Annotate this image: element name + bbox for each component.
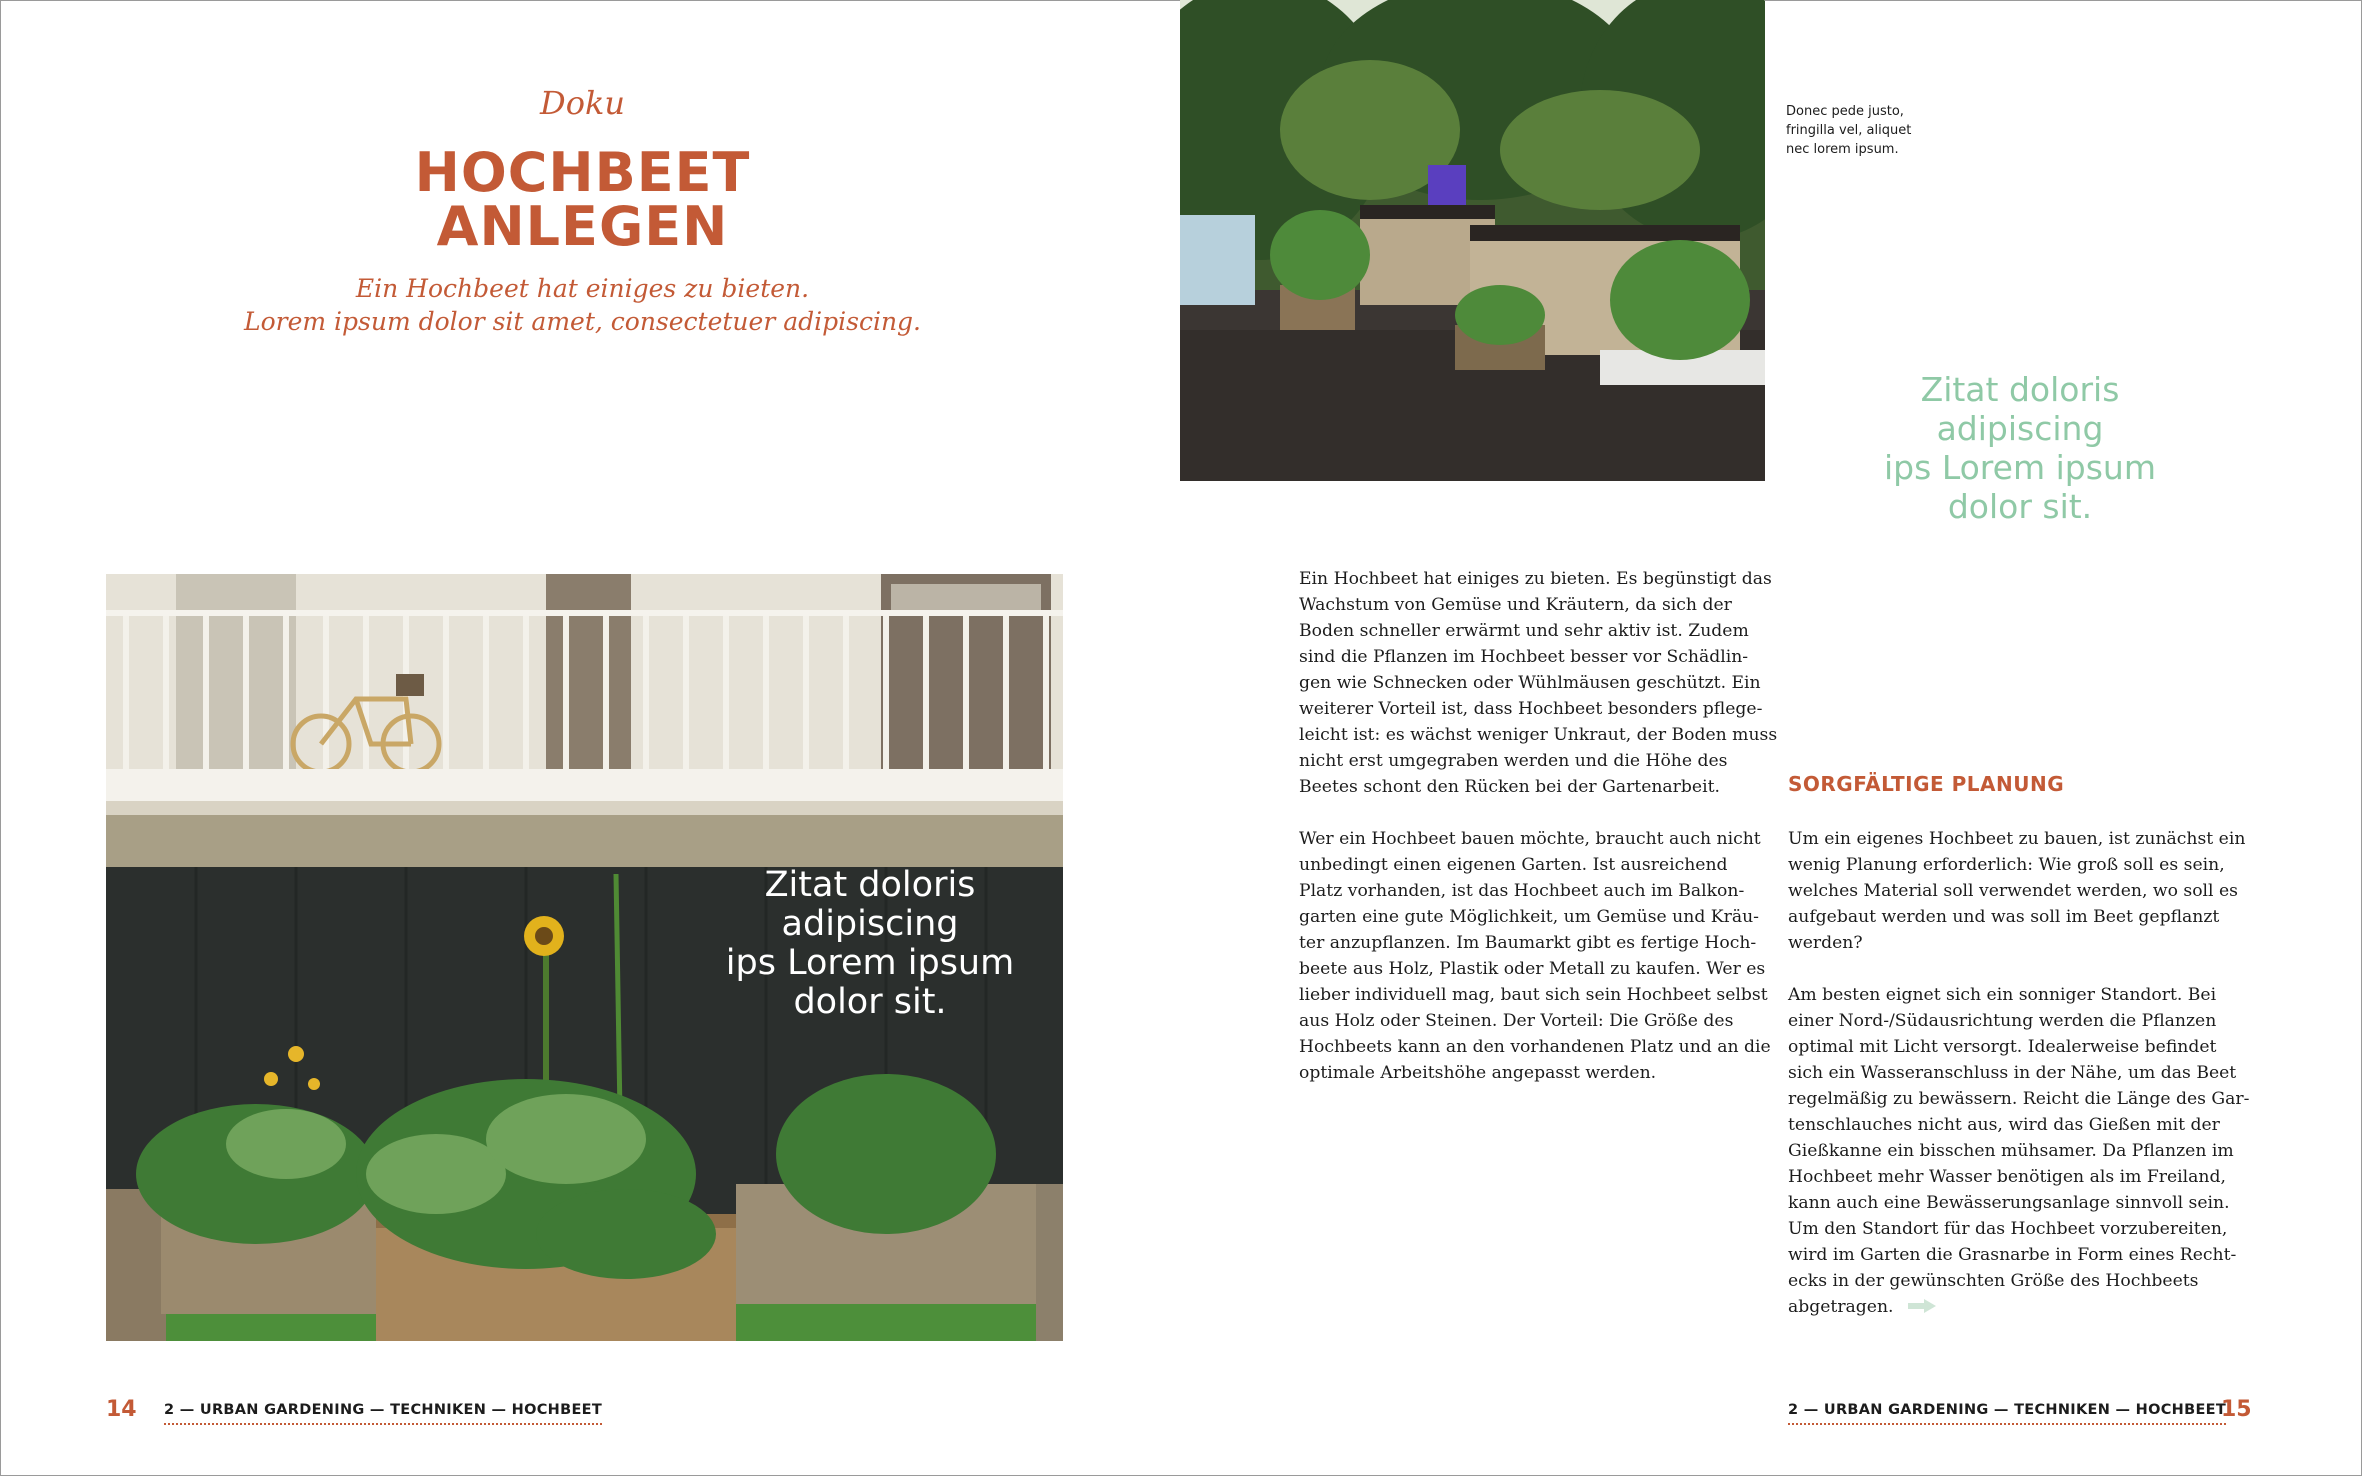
text-line: Platz vorhanden, ist das Hochbeet auch im Balkon- bbox=[1299, 881, 1745, 901]
text-line: optimal mit Licht versorgt. Idealerweise befindet bbox=[1788, 1037, 2217, 1057]
page-number-left: 14 bbox=[106, 1397, 137, 1422]
pull-quote bbox=[1862, 370, 2178, 526]
text-line: optimale Arbeitshöhe angepasst werden. bbox=[1299, 1063, 1657, 1083]
pull-quote-line: adipiscing bbox=[1936, 409, 2104, 448]
text-line: garten eine gute Möglichkeit, um Gemüse und Kräu- bbox=[1299, 907, 1759, 927]
photo-quote-line: ips Lorem ipsum bbox=[725, 943, 1015, 983]
text-line: Wer ein Hochbeet bauen möchte, braucht auch nicht bbox=[1299, 829, 1761, 849]
text-line: aus Holz oder Steinen. Der Vorteil: Die Größe des bbox=[1299, 1011, 1734, 1031]
text-line: sich ein Wasseranschluss in der Nähe, um das Beet bbox=[1788, 1063, 2237, 1083]
text-line: beete aus Holz, Plastik oder Metall zu kaufen. Wer es bbox=[1299, 959, 1766, 979]
text-line: Am besten eignet sich ein sonniger Standort. Bei bbox=[1788, 985, 2217, 1005]
text-line: Wachstum von Gemüse und Kräutern, da sich der bbox=[1299, 595, 1732, 615]
text-line: Ein Hochbeet hat einiges zu bieten. Es begünstigt das bbox=[1299, 569, 1772, 589]
continue-arrow-icon bbox=[1908, 1295, 1936, 1321]
text-line: tenschlauches nicht aus, wird das Gießen mit der bbox=[1788, 1115, 2220, 1135]
text-line: gen wie Schnecken oder Wühlmäusen geschützt. Ein bbox=[1299, 673, 1761, 693]
paragraph bbox=[1788, 826, 2258, 956]
pull-quote-line: Zitat doloris bbox=[1920, 370, 2120, 409]
body-column-2 bbox=[1788, 826, 2258, 1347]
paragraph bbox=[1299, 826, 1769, 1086]
text-line: wenig Planung erforderlich: Wie groß soll es sein, bbox=[1788, 855, 2225, 875]
text-line: ter anzupflanzen. Im Baumarkt gibt es fertige Hoch- bbox=[1299, 933, 1757, 953]
pull-quote-line: ips Lorem ipsum bbox=[1884, 448, 2156, 487]
photo-quote bbox=[690, 866, 1050, 1022]
text-line: Gießkanne ein bisschen mühsamer. Da Pflanzen im bbox=[1788, 1141, 2234, 1161]
text-line: unbedingt einen eigenen Garten. Ist ausreichend bbox=[1299, 855, 1728, 875]
intro-text bbox=[0, 272, 1165, 338]
text-line: Um den Standort für das Hochbeet vorzubereiten, bbox=[1788, 1219, 2228, 1239]
paragraph bbox=[1299, 566, 1778, 800]
text-line: welches Material soll verwendet werden, wo soll es bbox=[1788, 881, 2239, 901]
text-line: einer Nord-/Südausrichtung werden die Pflanzen bbox=[1788, 1011, 2217, 1031]
text-line: aufgebaut werden und was soll im Beet gepflanzt bbox=[1788, 907, 2220, 927]
pull-quote-line: dolor sit. bbox=[1947, 487, 2093, 526]
caption-line: Donec pede justo, bbox=[1786, 104, 1904, 119]
headline-line: HOCHBEET bbox=[414, 141, 751, 204]
paragraph bbox=[1788, 982, 2258, 1321]
text-line: leicht ist: es wächst weniger Unkraut, der Boden muss bbox=[1299, 725, 1778, 745]
text-line: kann auch eine Bewässerungsanlage sinnvoll sein. bbox=[1788, 1193, 2230, 1213]
text-line: nicht erst umgegraben werden und die Höhe des bbox=[1299, 751, 1728, 771]
running-head-left: 2 — URBAN GARDENING — TECHNIKEN — HOCHBEET bbox=[164, 1402, 602, 1425]
text-line: sind die Pflanzen im Hochbeet besser vor Schädlin- bbox=[1299, 647, 1749, 667]
photo-caption bbox=[1786, 102, 1936, 159]
text-line: werden? bbox=[1788, 933, 1863, 953]
text-line: wird im Garten die Grasnarbe in Form eines Recht- bbox=[1788, 1245, 2237, 1265]
text-line bbox=[1788, 1294, 2258, 1321]
text-line: weiterer Vorteil ist, dass Hochbeet besonders pflege- bbox=[1299, 699, 1763, 719]
text-line: regelmäßig zu bewässern. Reicht die Länge des Gar- bbox=[1788, 1089, 2250, 1109]
photo-quote-line: adipiscing bbox=[781, 904, 959, 944]
text-line: Beetes schont den Rücken bei der Gartenarbeit. bbox=[1299, 777, 1720, 797]
body-column-1 bbox=[1299, 566, 1778, 1112]
text-line: Boden schneller erwärmt und sehr aktiv ist. Zudem bbox=[1299, 621, 1749, 641]
raised-bed-garden-photo bbox=[1180, 0, 1765, 481]
text-line: ecks in der gewünschten Größe des Hochbeets bbox=[1788, 1271, 2199, 1291]
caption-line: nec lorem ipsum. bbox=[1786, 142, 1899, 157]
headline-line: ANLEGEN bbox=[436, 195, 729, 258]
kicker: Doku bbox=[540, 84, 625, 122]
page-number-right: 15 bbox=[2221, 1397, 2252, 1422]
text-line-end: abgetragen. bbox=[1788, 1297, 1894, 1317]
text-line: Um ein eigenes Hochbeet zu bauen, ist zunächst ein bbox=[1788, 829, 2246, 849]
intro-line: Ein Hochbeet hat einiges zu bieten. bbox=[355, 274, 810, 303]
intro-line: Lorem ipsum dolor sit amet, consectetuer adipiscing. bbox=[243, 307, 922, 336]
headline bbox=[0, 141, 1165, 258]
section-subhead: SORGFÄLTIGE PLANUNG bbox=[1788, 772, 2065, 796]
photo-quote-line: dolor sit. bbox=[793, 982, 947, 1022]
text-line: lieber individuell mag, baut sich sein Hochbeet selbst bbox=[1299, 985, 1768, 1005]
caption-line: fringilla vel, aliquet bbox=[1786, 123, 1912, 138]
photo-quote-line: Zitat doloris bbox=[764, 865, 976, 905]
text-line: Hochbeet mehr Wasser benötigen als im Freiland, bbox=[1788, 1167, 2226, 1187]
text-line: Hochbeets kann an den vorhandenen Platz und an die bbox=[1299, 1037, 1771, 1057]
running-head-right: 2 — URBAN GARDENING — TECHNIKEN — HOCHBEET bbox=[1788, 1402, 2226, 1425]
